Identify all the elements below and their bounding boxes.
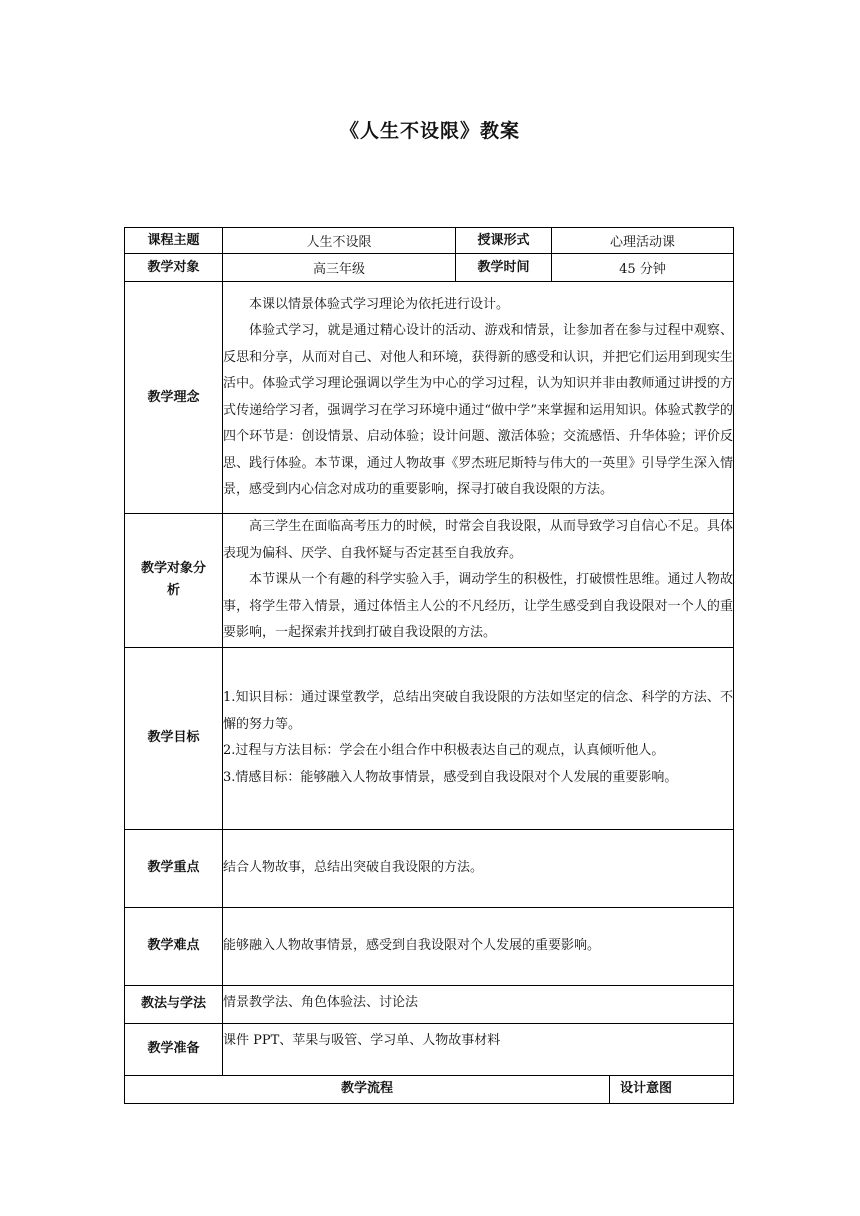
- analysis-paragraph: 高三学生在面临高考压力的时候，时常会自我设限，从而导致学习自信心不足。具体表现为偏科、厌学、自我怀疑与否定甚至自我放弃。: [223, 519, 734, 561]
- format-value: 心理活动课: [552, 228, 734, 254]
- document-title: 《人生不设限》教案: [339, 120, 520, 142]
- footer-row-wrapper: [125, 1076, 733, 1103]
- objectives-content: [223, 647, 734, 829]
- analysis-content: [223, 514, 734, 648]
- key-points-label: 教学重点: [125, 829, 223, 907]
- analysis-paragraph: 本节课从一个有趣的科学实验入手，调动学生的积极性，打破惯性思维。通过人物故事，将学生带入情景，通过体悟主人公的不凡经历，让学生感受到自我设限对一个人的重要影响，一起探索并找到打破自我设限的方法。: [223, 572, 734, 640]
- philosophy-content: [223, 282, 734, 514]
- philosophy-label: 教学理念: [125, 282, 223, 514]
- philosophy-paragraph: 本课以情景体验式学习理论为依托进行设计。: [249, 296, 510, 312]
- table-row: [125, 907, 734, 985]
- objective-item: 1.知识目标：通过课堂教学，总结出突破自我设限的方法如坚定的信念、科学的方法、不懈的努力等。: [223, 690, 734, 732]
- table-row: [125, 1023, 734, 1075]
- process-header-text: 教学流程: [125, 1076, 610, 1103]
- objectives-label: 教学目标: [125, 647, 223, 829]
- preparation-content: 课件 PPT、苹果与吸管、学习单、人物故事材料: [223, 1023, 734, 1075]
- duration-label: 教学时间: [456, 254, 552, 282]
- analysis-label-line: 教学对象分: [140, 561, 206, 577]
- intent-header-text: 设计意图: [620, 1081, 673, 1096]
- table-row: [125, 985, 734, 1023]
- key-points-content: 结合人物故事，总结出突破自我设限的方法。: [223, 829, 734, 907]
- audience-value: 高三年级: [223, 254, 456, 282]
- audience-label: 教学对象: [125, 254, 223, 282]
- analysis-label-line: 析: [166, 583, 180, 599]
- objective-item: 3.情感目标：能够融入人物故事情景，感受到自我设限对个人发展的重要影响。: [223, 769, 678, 785]
- preparation-label: 教学准备: [125, 1023, 223, 1075]
- lesson-plan-table: [124, 227, 734, 1104]
- format-label: 授课形式: [456, 228, 552, 254]
- topic-value: 人生不设限: [223, 228, 456, 254]
- difficulties-content: 能够融入人物故事情景，感受到自我设限对个人发展的重要影响。: [223, 907, 734, 985]
- table-row: [125, 1075, 734, 1103]
- table-row: [125, 282, 734, 514]
- table-row: [125, 254, 734, 282]
- topic-label: 课程主题: [125, 228, 223, 254]
- difficulties-label: 教学难点: [125, 907, 223, 985]
- table-row: [125, 514, 734, 648]
- duration-value: 45 分钟: [552, 254, 734, 282]
- table-row: [125, 647, 734, 829]
- analysis-label: [125, 514, 223, 648]
- table-row: [125, 829, 734, 907]
- methods-label: 教法与学法: [125, 985, 223, 1023]
- philosophy-paragraph: 体验式学习，就是通过精心设计的活动、游戏和情景，让参加者在参与过程中观察、反思和分享，从而对自己、对他人和环境，获得新的感受和认识，并把它们运用到现实生活中。体验式学习理论强调以学生为中心的学习过程，认为知识并非由教师通过讲授的方式传递给学习者，强调学习在学习环境中通过“做中学”来掌握和运用知识。体验式教学的四个环节是：创设情景、启动体验；设计问题、激活体验；交流感悟、升华体验；评价反思、践行体验。本节课，通过人物故事《罗杰班尼斯特与伟大的一英里》引导学生深入情景，感受到内心信念对成功的重要影响，探寻打破自我设限的方法。: [223, 323, 734, 497]
- objective-item: 2.过程与方法目标：学会在小组合作中积极表达自己的观点，认真倾听他人。: [223, 743, 665, 758]
- table-row: [125, 228, 734, 254]
- process-header: [125, 1075, 734, 1103]
- methods-content: 情景教学法、角色体验法、讨论法: [223, 985, 734, 1023]
